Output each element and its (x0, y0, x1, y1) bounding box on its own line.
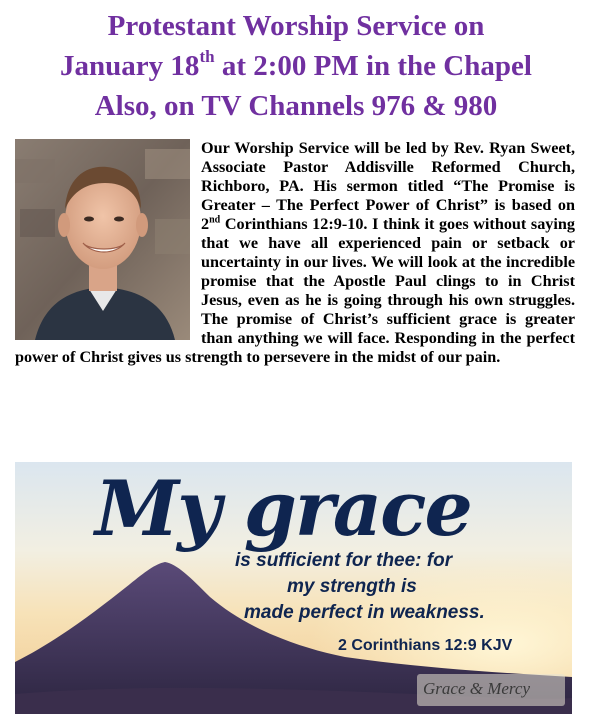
headline-line-3: Also, on TV Channels 976 & 980 (94, 90, 498, 122)
headline-date: January 18 (60, 50, 200, 82)
verse-line-1: is sufficient for thee: for (235, 550, 453, 571)
headline-time-place: at 2:00 PM in the Chapel (214, 50, 532, 82)
headline-line-1: Protestant Worship Service on (107, 10, 485, 42)
headline (0, 6, 592, 126)
headline-line-2 (0, 46, 592, 86)
verse-heading: My grace (95, 464, 471, 553)
watermark: Grace & Mercy (423, 679, 530, 698)
verse-reference: 2 Corinthians 12:9 KJV (338, 637, 513, 654)
sermon-description-part-2: Corinthians 12:9-10. I think it goes without saying that we have all experienced pain or setback or uncertainty in our lives. We will look at the incredible promise that the Apostle Paul clings to in Christ Jesus, even as he is going through his own struggles. The promise of Christ’s sufficient grace is greater than anything we will face. Responding in the perfect power of Christ gives us strength to persevere in the midst of our pain. (15, 215, 575, 366)
headline-date-suffix: th (199, 47, 215, 67)
scripture-banner (15, 462, 572, 714)
sermon-description (15, 139, 575, 367)
sermon-description-part-1: Our Worship Service will be led by Rev. Ryan Sweet, Associate Pastor Addisville Reformed Church, Richboro, PA. His sermon titled “The Promise is Greater – The Perfect Power of Christ” is based on 2 (201, 139, 575, 233)
photo-spacer (15, 139, 201, 344)
ordinal-suffix: nd (209, 214, 221, 226)
verse-line-2: my strength is (287, 576, 417, 597)
verse-line-3: made perfect in weakness. (244, 602, 485, 623)
